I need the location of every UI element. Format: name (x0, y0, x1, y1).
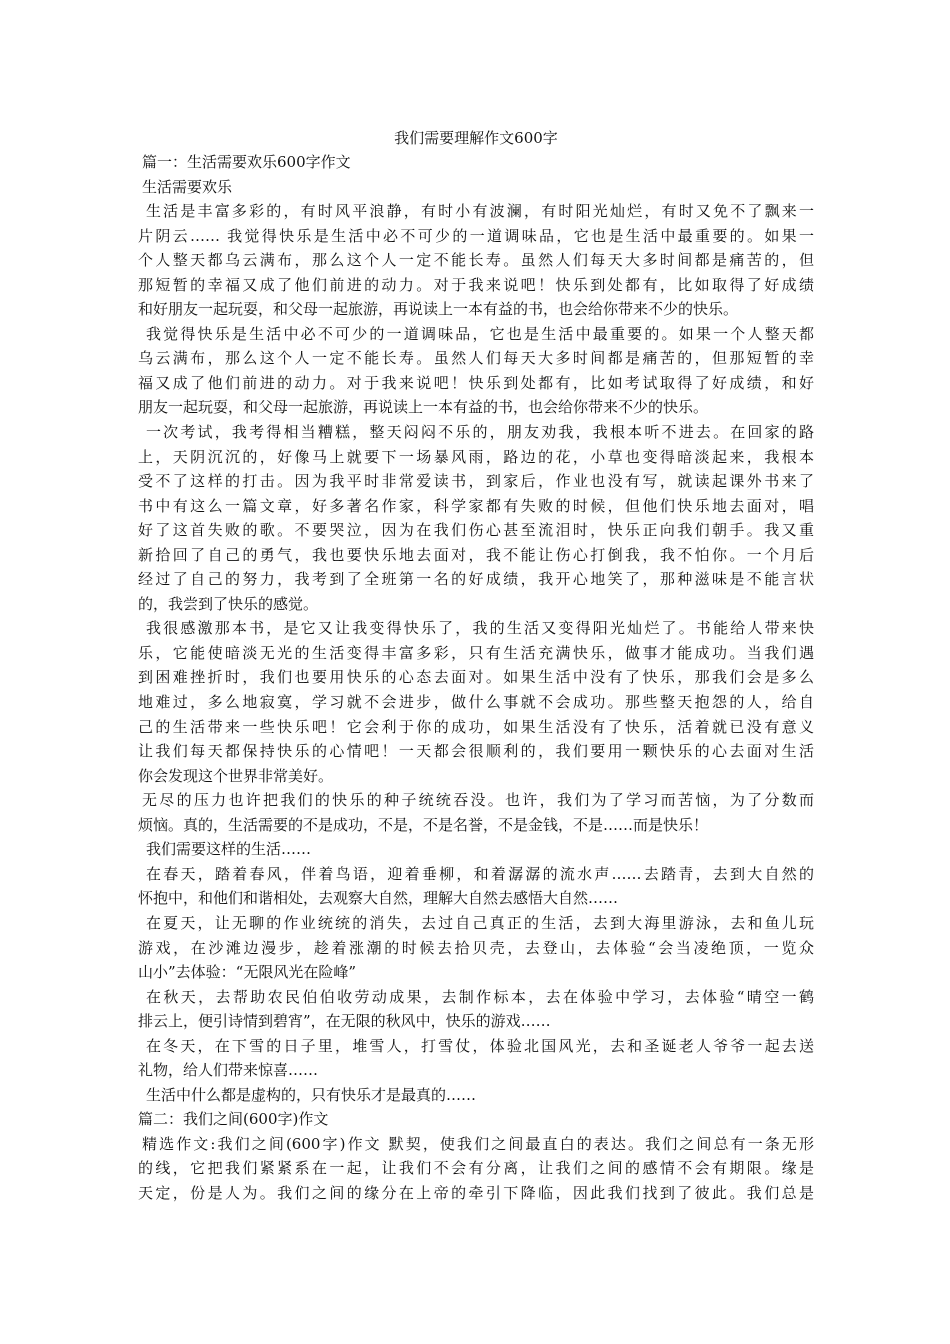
text-line: 上，天阴沉沉的，好像马上就要下一场暴风雨，路边的花，小草也变得暗淡起来，我根本 (138, 447, 814, 466)
text-line: 在夏天，让无聊的作业统统的消失，去过自己真正的生活，去到大海里游泳，去和鱼儿玩 (146, 913, 814, 932)
text-line: 我们需要这样的生活…… (146, 840, 312, 859)
text-line: 经过了自己的努力，我考到了全班第一名的好成绩，我开心地笑了，那种滋味是不能言状 (138, 570, 814, 589)
text-line: 天定，份是人为。我们之间的缘分在上帝的牵引下降临，因此我们找到了彼此。我们总是 (138, 1183, 814, 1202)
text-line: 书中有这么一篇文章，好多著名作家，科学家都有失败的时候，但他们快乐地去面对，唱 (138, 496, 814, 515)
text-line: 好了这首失败的歌。不要哭泣，因为在我们伤心甚至流泪时，快乐正向我们朝手。我又重 (138, 521, 814, 540)
text-line: 到困难挫折时，我们也要用快乐的心态去面对。如果生活中没有了快乐，那我们会是多么 (138, 668, 814, 687)
text-line: 在冬天，在下雪的日子里，堆雪人，打雪仗，体验北国风光，去和圣诞老人爷爷一起去送 (146, 1036, 814, 1055)
text-line: 我觉得快乐是生活中必不可少的一道调味品，它也是生活中最重要的。如果一个人整天都 (146, 324, 814, 343)
text-line: 生活中什么都是虚构的，只有快乐才是最真的…… (146, 1085, 477, 1104)
text-line: 新拾回了自己的勇气，我也要快乐地去面对，我不能让伤心打倒我，我不怕你。一个月后 (138, 545, 814, 564)
text-line: 礼物，给人们带来惊喜…… (138, 1061, 319, 1080)
text-line: 乌云满布，那么这个人一定不能长寿。虽然人们每天大多时间都是痛苦的，但那短暂的幸 (138, 349, 814, 368)
text-line: 游戏，在沙滩边漫步，趁着涨潮的时候去拾贝壳，去登山，去体验“会当凌绝顶，一览众 (138, 938, 814, 957)
text-line: 在春天，踏着春风，伴着鸟语，迎着垂柳，和着潺潺的流水声……去踏青，去到大自然的 (146, 864, 814, 883)
text-line: 我很感激那本书，是它又让我变得快乐了，我的生活又变得阳光灿烂了。书能给人带来快 (146, 619, 814, 638)
text-line: 你会发现这个世界非常美好。 (138, 766, 334, 785)
document-title: 我们需要理解作文600字 (394, 129, 558, 147)
text-line: 山小”去体验：“无限风光在险峰” (138, 963, 357, 982)
text-line: 在秋天，去帮助农民伯伯收劳动成果，去制作标本，去在体验中学习，去体验“晴空一鹤 (146, 987, 814, 1006)
text-line: 和好朋友一起玩耍，和父母一起旅游，再说读上一本有益的书，也会给你带来不少的快乐。 (138, 300, 739, 319)
section-heading: 篇二：我们之间(600字)作文 (138, 1110, 329, 1129)
text-line: 一次考试，我考得相当糟糕，整天闷闷不乐的，朋友劝我，我根本听不进去。在回家的路 (146, 423, 814, 442)
section-heading: 篇一：生活需要欢乐600字作文 (142, 153, 351, 171)
text-line: 无尽的压力也许把我们的快乐的种子统统吞没。也许，我们为了学习而苦恼，为了分数而 (142, 791, 814, 810)
text-line: 让我们每天都保持快乐的心情吧！一天都会很顺利的，我们要用一颗快乐的心去面对生活 (138, 742, 814, 761)
text-line: 朋友一起玩耍，和父母一起旅游，再说读上一本有益的书，也会给你带来不少的快乐。 (138, 398, 709, 417)
text-line: 福又成了他们前进的动力。对于我来说吧！快乐到处都有，比如考试取得了好成绩，和好 (138, 373, 814, 392)
document-body (138, 150, 814, 1206)
text-line: 精选作文:我们之间(600字)作文 默契，使我们之间最直白的表达。我们之间总有一条无形 (142, 1134, 814, 1153)
text-line: 生活是丰富多彩的，有时风平浪静，有时小有波澜，有时阳光灿烂，有时又免不了飘来一 (146, 202, 814, 221)
text-line: 个人整天都乌云满布，那么这个人一定不能长寿。虽然人们每天大多时间都是痛苦的，但 (138, 251, 814, 270)
section-heading: 生活需要欢乐 (142, 177, 233, 196)
text-line: 己的生活带来一些快乐吧！它会利于你的成功，如果生活没有了快乐，活着就已没有意义 (138, 717, 814, 736)
text-line: 地难过，多么地寂寞，学习就不会进步，做什么事就不会成功。那些整天抱怨的人，给自 (138, 693, 814, 712)
text-line: 排云上，便引诗情到碧宵”，在无限的秋风中，快乐的游戏…… (138, 1012, 551, 1031)
text-line: 的，我尝到了快乐的感觉。 (138, 594, 319, 613)
text-line: 烦恼。真的，生活需要的不是成功，不是，不是名誉，不是金钱，不是……而是快乐！ (138, 815, 709, 834)
text-line: 片阴云…… 我觉得快乐是生活中必不可少的一道调味品，它也是生活中最重要的。如果一 (138, 226, 814, 245)
text-line: 受不了这样的打击。因为我平时非常爱读书，到家后，作业也没有写，就读起课外书来了 (138, 472, 814, 491)
text-line: 乐，它能使暗淡无光的生活变得丰富多彩，只有生活充满快乐，做事才能成功。当我们遇 (138, 643, 814, 662)
text-line: 怀抱中，和他们和谐相处，去观察大自然，理解大自然去感悟大自然…… (138, 889, 619, 908)
text-line: 的线，它把我们紧紧系在一起，让我们不会有分离，让我们之间的感情不会有期限。缘是 (138, 1159, 814, 1178)
text-line: 那短暂的幸福又成了他们前进的动力。对于我来说吧！快乐到处都有，比如取得了好成绩 (138, 275, 814, 294)
